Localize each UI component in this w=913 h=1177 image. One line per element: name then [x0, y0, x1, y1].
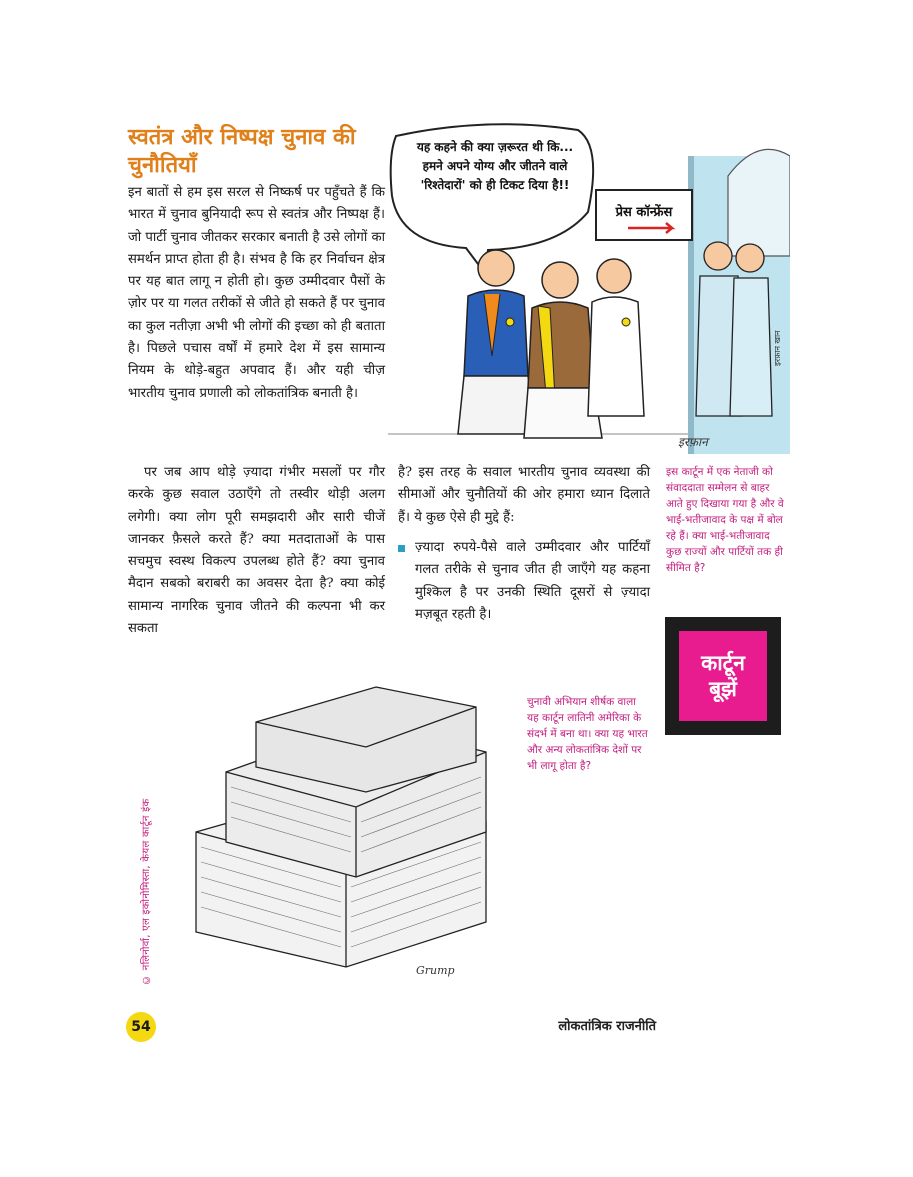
book-title: लोकतांत्रिक राजनीति [558, 1019, 656, 1034]
artist-credit: इरफ़ान खान [773, 330, 782, 366]
money-stack-cartoon [186, 682, 506, 982]
image-credit: © नलिनोर्वा, एल इकोनोमिस्ता, केयल कार्टून इंक [141, 798, 152, 985]
bullet-item [398, 537, 650, 626]
speech-bubble-text: यह कहने की क्या ज़रूरत थी कि... हमने अपने योग्य और जीतने वाले 'रिश्तेदारों' को ही टिकट दिया है!! [416, 140, 574, 192]
paragraph-1: इन बातों से हम इस सरल से निष्कर्ष पर पहुँचते हैं कि भारत में चुनाव बुनियादी रूप से स्वतंत्र और निष्पक्ष हैं। जो पार्टी चुनाव जीतकर सरकार बनाती है उसे लोगों का समर्थन प्राप्त होता ही है। संभव है कि हर निर्वाचन क्षेत्र पर यह बात लागू न होती हो। कुछ उम्मीदवार पैसों के ज़ोर पर या गलत तरीकों से जीते हो सकते हैं पर चुनाव का कुल नतीज़ा अभी भी लोगों की इच्छा को ही बताता है। पिछले पचास वर्षों में हमारे देश में इस सामान्य नियम के थोड़े-बहुत अपवाद हैं। और यही चीज़ भारतीय चुनाव प्रणाली को लोकतांत्रिक बनाती है। [128, 185, 385, 401]
paragraph-3: है? इस तरह के सवाल भारतीय चुनाव व्यवस्था की सीमाओं और चुनौतियों की ओर हमारा ध्यान दिलाते हैं। ये कुछ ऐसे ही मुद्दे हैं: [398, 465, 650, 525]
cartoon-box-label: कार्टून बूझें [679, 631, 767, 721]
paragraph-2: पर जब आप थोड़े ज़्यादा गंभीर मसलों पर गौर करके कुछ सवाल उठाएँगे तो तस्वीर थोड़ी अलग लगेगी। क्या लोग पूरी समझदारी और सारी चीजें जानकर फ़ैसले करते हैं? क्या मतदाताओं के पास सचमुच स्वस्थ विकल्प उपलब्ध होते हैं? क्या चुनाव मैदान सबको बराबरी का अवसर देता है? क्या कोई सामान्य नागरिक चुनाव जीतने की कल्पना भी कर सकता [128, 465, 385, 637]
cartoon-box [665, 617, 781, 735]
nepotism-cartoon [388, 116, 790, 454]
money-cartoon-signature: Grump [416, 964, 455, 977]
bullet-square-icon [398, 545, 405, 552]
page-number: 54 [126, 1012, 156, 1042]
bullet-text: ज़्यादा रुपये-पैसे वाले उम्मीदवार और पार्टियाँ गलत तरीके से चुनाव जीत ही जाएँगे यह कहना मुश्किल है पर उनकी स्थिति दूसरों से ज़्यादा मज़बूत रहती है। [415, 540, 650, 622]
section-title: स्वतंत्र और निष्पक्ष चुनाव की चुनौतियाँ [128, 125, 356, 178]
press-conference-sign: प्रेस कॉन्फ्रेंस [615, 205, 673, 220]
artist-signature: इरफ़ान [678, 435, 708, 449]
cartoon-question-1: इस कार्टून में एक नेताजी को संवाददाता सम्मेलन से बाहर आते हुए दिखाया गया है और वे भाई-भतीजावाद के पक्ष में बोल रहे हैं। क्या भाई-भतीजावाद कुछ राज्यों और पार्टियों तक ही सीमित है? [666, 466, 784, 574]
cartoon-question-2: चुनावी अभियान शीर्षक वाला यह कार्टून लातिनी अमेरिका के संदर्भ में बना था। क्या यह भारत और अन्य लोकतांत्रिक देशों पर भी लागू होता है? [527, 696, 648, 772]
